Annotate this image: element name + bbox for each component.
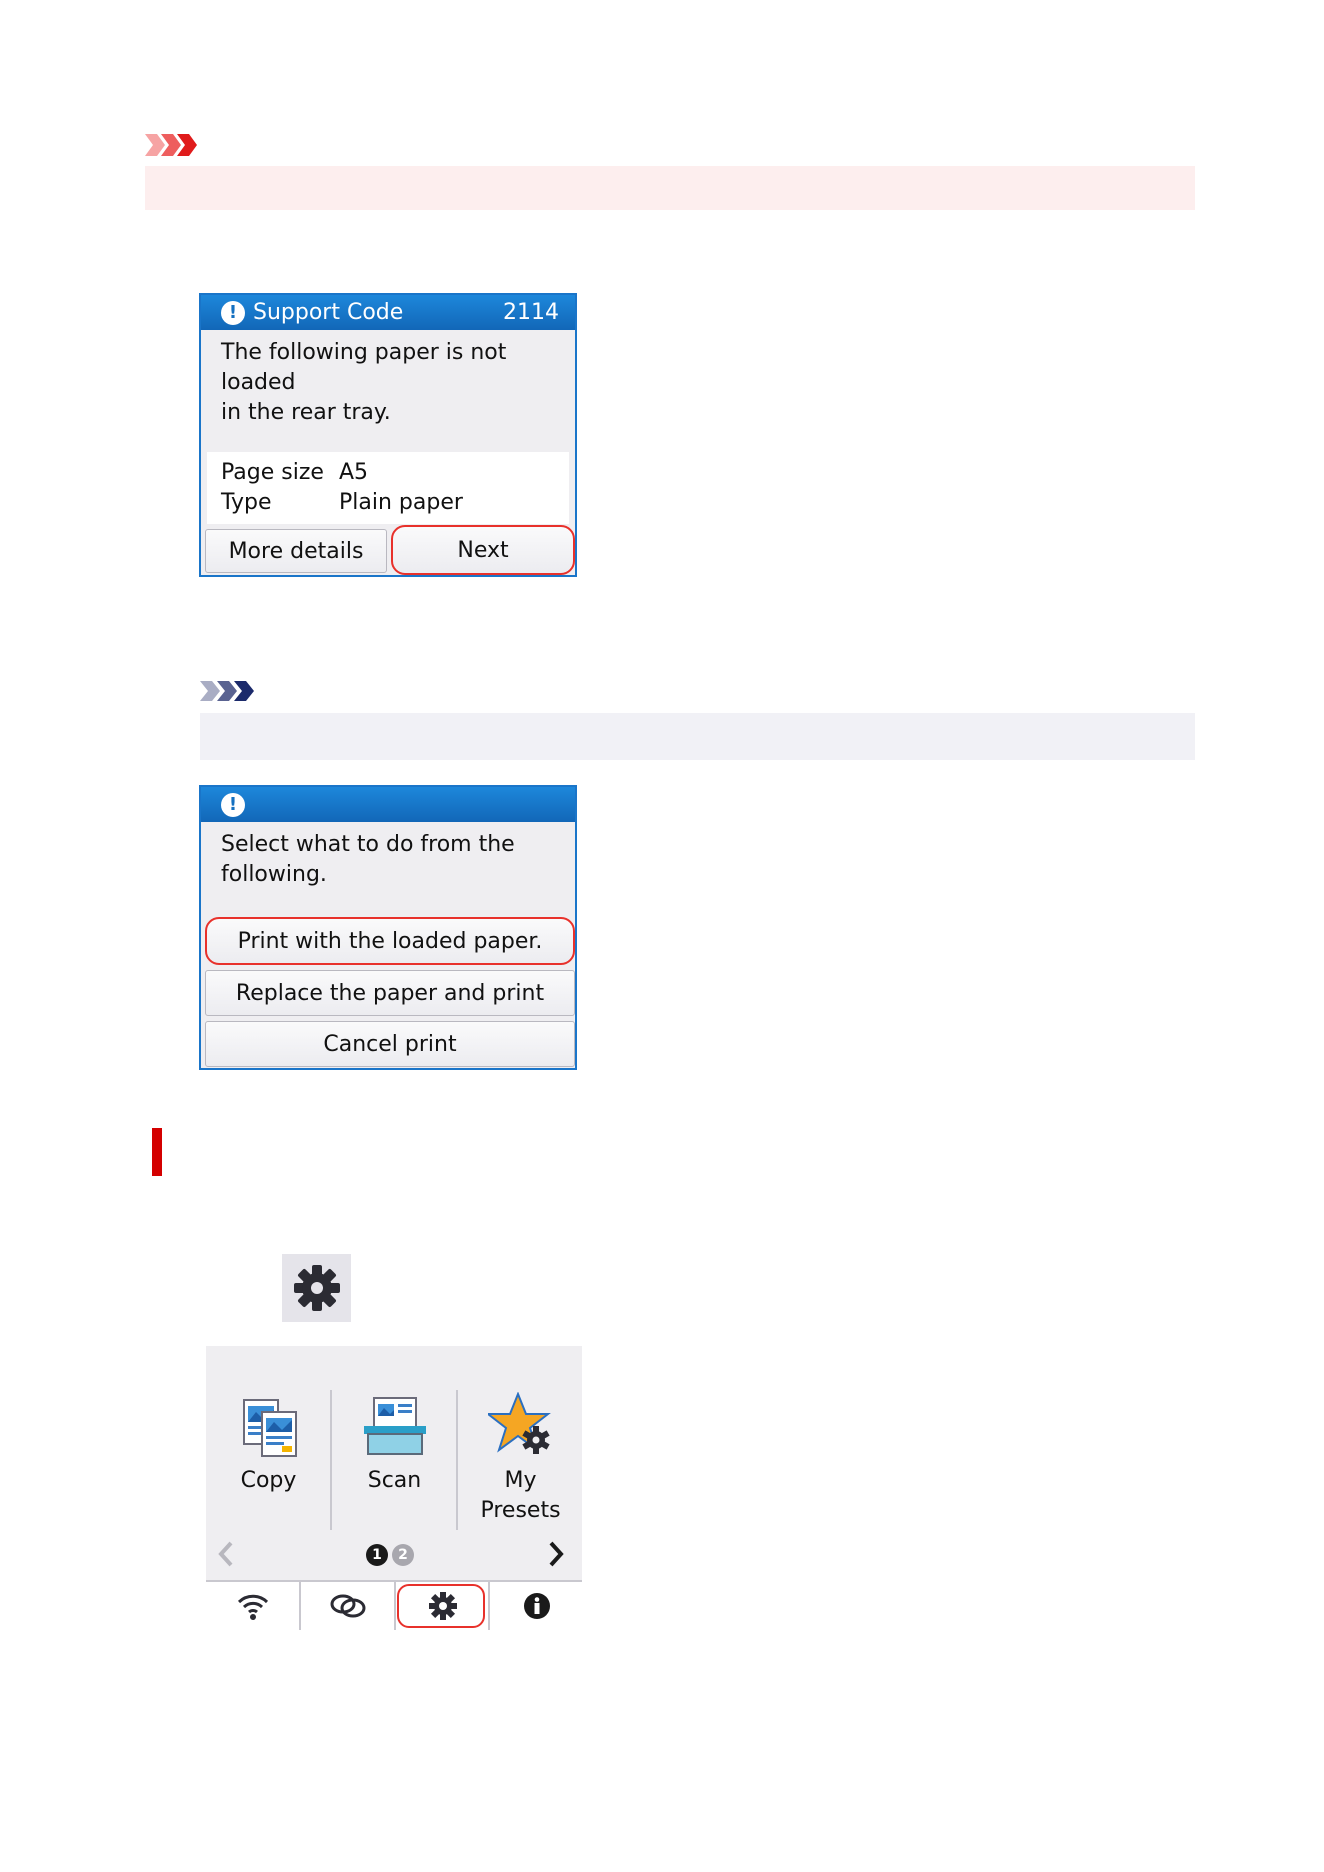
dialog-title-bar xyxy=(201,295,575,330)
note-icon xyxy=(200,681,254,701)
type-row: Type Plain paper xyxy=(221,490,463,515)
dialog-message: The following paper is not loaded in the rear tray. xyxy=(221,340,507,425)
cancel-print-button[interactable]: Cancel print xyxy=(205,1021,575,1067)
my-presets-icon xyxy=(488,1392,554,1458)
support-code-number: 2114 xyxy=(503,300,559,325)
print-with-loaded-paper-button[interactable]: Print with the loaded paper. xyxy=(205,917,575,965)
warning-icon: ! xyxy=(221,301,245,325)
my-presets-label-line1: My xyxy=(504,1468,537,1493)
settings-button[interactable] xyxy=(396,1582,490,1630)
home-bottom-bar xyxy=(206,1580,582,1630)
replace-paper-and-print-button[interactable]: Replace the paper and print xyxy=(205,970,575,1016)
support-code-dialog xyxy=(199,293,577,577)
page-indicator xyxy=(366,1544,426,1568)
chevron-left-icon[interactable] xyxy=(216,1540,236,1568)
highlight-outline xyxy=(397,1584,485,1628)
copy-icon xyxy=(238,1396,300,1458)
next-button[interactable]: Next xyxy=(391,525,575,575)
page-dot-2: 2 xyxy=(392,1544,414,1566)
my-presets-label-line2: Presets xyxy=(480,1498,561,1523)
my-presets-tile[interactable] xyxy=(458,1346,582,1531)
link-button[interactable] xyxy=(301,1582,395,1630)
scan-label: Scan xyxy=(367,1468,422,1493)
more-details-button[interactable]: More details xyxy=(205,529,387,573)
scan-tile[interactable] xyxy=(332,1346,457,1531)
chevron-right-icon[interactable] xyxy=(546,1540,566,1568)
warning-icon: ! xyxy=(221,793,245,817)
settings-icon xyxy=(282,1254,351,1322)
dialog-message: Select what to do from the following. xyxy=(221,832,515,887)
wifi-icon xyxy=(236,1591,270,1621)
note-box xyxy=(200,713,1195,760)
copy-tile[interactable] xyxy=(206,1346,331,1531)
section-heading-marker xyxy=(152,1128,162,1176)
paper-info xyxy=(207,452,569,524)
copy-label: Copy xyxy=(240,1468,297,1493)
info-button[interactable] xyxy=(490,1582,582,1630)
page-size-row: Page size A5 xyxy=(221,460,369,485)
dialog-title-bar xyxy=(201,787,575,822)
important-icon xyxy=(145,134,197,156)
page-dot-1: 1 xyxy=(366,1544,388,1566)
select-action-dialog xyxy=(199,785,577,1070)
scan-icon xyxy=(362,1396,428,1458)
link-icon xyxy=(329,1592,367,1620)
wifi-button[interactable] xyxy=(206,1582,300,1630)
important-box xyxy=(145,166,1195,210)
printer-home-screen xyxy=(206,1346,582,1630)
dialog-title: Support Code xyxy=(253,300,404,325)
info-icon xyxy=(522,1591,552,1621)
